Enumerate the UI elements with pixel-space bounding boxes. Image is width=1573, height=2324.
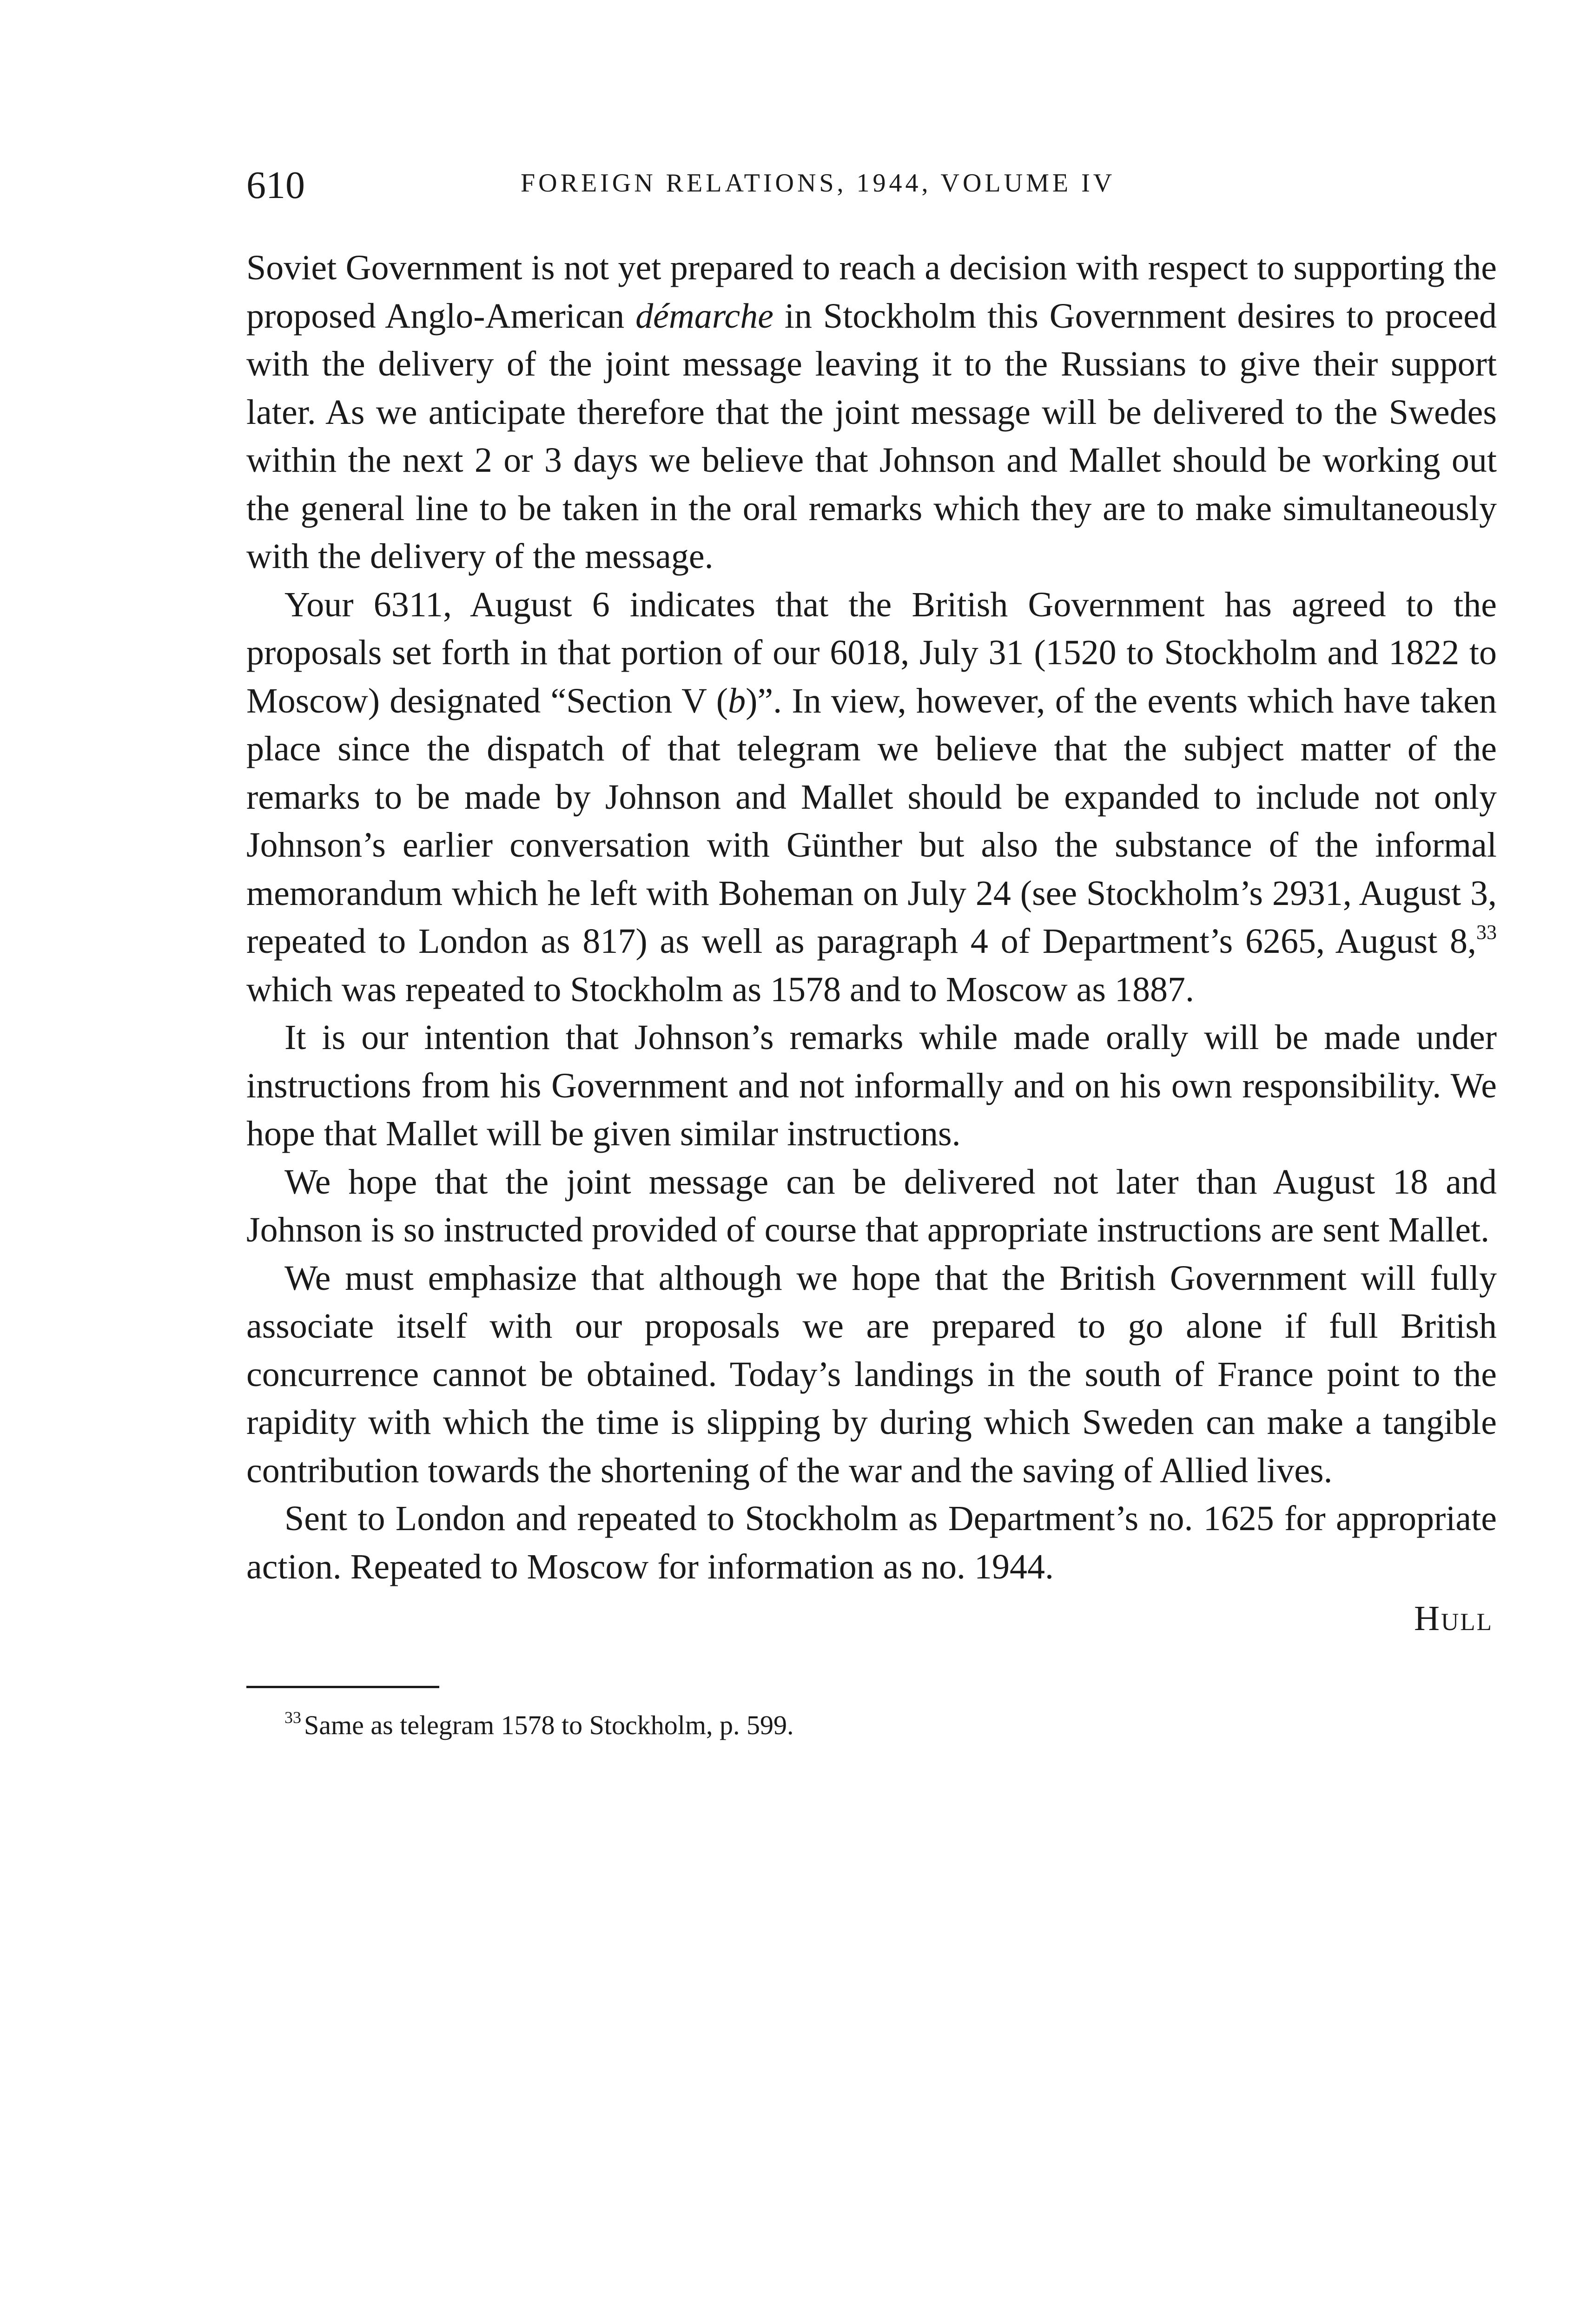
paragraph-1-text-b: in Stockholm this Government desires to proceed with the delivery of the joint message leaving it to the Russians to give their support later. As we anticipate therefore that the joint message will be delivered to the Swedes within the next 2 or 3 days we believe that Johnson and Mallet should be working out the general line to be taken in the oral remarks which they are to make simultaneously with the delivery of the message. [246,296,1497,576]
paragraph-5: We must emphasize that although we hope that the British Government will fully associate itself with our proposals we are prepared to go alone if full British concurrence cannot be obtained. Today’s landings in the south of France point to the rapidity with which the time is slipping by during which Sweden can make a tangible contribution towards the shortening of the war and the saving of Allied lives. [246,1258,1497,1490]
paragraph-2-text-b: )”. In view, however, of the events which have taken place since the dispatch of that telegram we believe that the subject matter of the remarks to be made by Johnson and Mallet should be expanded to include not only Johnson’s earlier conversation with Günther but also the substance of the informal memorandum which he left with Boheman on July 24 (see Stockholm’s 2931, August 3, repeated to London as 817) as well as paragraph 4 of Department’s 6265, August 8, [246,681,1497,961]
paragraph-3: It is our intention that Johnson’s remarks while made orally will be made under instructions from his Government and not informally and on his own responsibility. We hope that Mallet will be given similar instructions. [246,1018,1497,1153]
paragraph-2-text-a: Your 6311, August 6 indicates that the British Government has agreed to the proposals set forth in that portion of our 6018, July 31 (1520 to Stockholm and 1822 to Moscow) designated “Section V ( [246,585,1497,720]
document-body [246,244,1497,1591]
page-number: 610 [246,164,305,207]
paragraph-1 [246,244,1497,581]
footnote-text: Same as telegram 1578 to Stockholm, p. 599. [304,1710,794,1740]
footnote-divider [246,1686,439,1688]
page-header [246,163,1497,218]
footnote-mark: 33 [284,1708,301,1727]
footnote [284,1707,1497,1744]
paragraph-6: Sent to London and repeated to Stockholm as Department’s no. 1625 for appropriate action. Repeated to Moscow for information as no. 1944. [246,1499,1497,1586]
running-head: FOREIGN RELATIONS, 1944, VOLUME IV [521,169,1116,198]
paragraph-1-text-a: Soviet Government is not yet prepared to reach a decision with respect to supporting the proposed Anglo-American [246,248,1497,336]
footnote-reference[interactable]: 33 [1476,921,1497,944]
paragraph-2 [246,581,1497,1014]
paragraph-2-text-c: which was repeated to Stockholm as 1578 and to Moscow as 1887. [246,970,1194,1009]
paragraph-2-italic: b [728,681,746,720]
signature: Hull [1414,1599,1493,1638]
paragraph-4: We hope that the joint message can be delivered not later than August 18 and Johnson is so instructed provided of course that appropriate instructions are sent Mallet. [246,1162,1497,1249]
document-page [246,163,1497,1744]
paragraph-1-italic: démarche [635,296,773,336]
